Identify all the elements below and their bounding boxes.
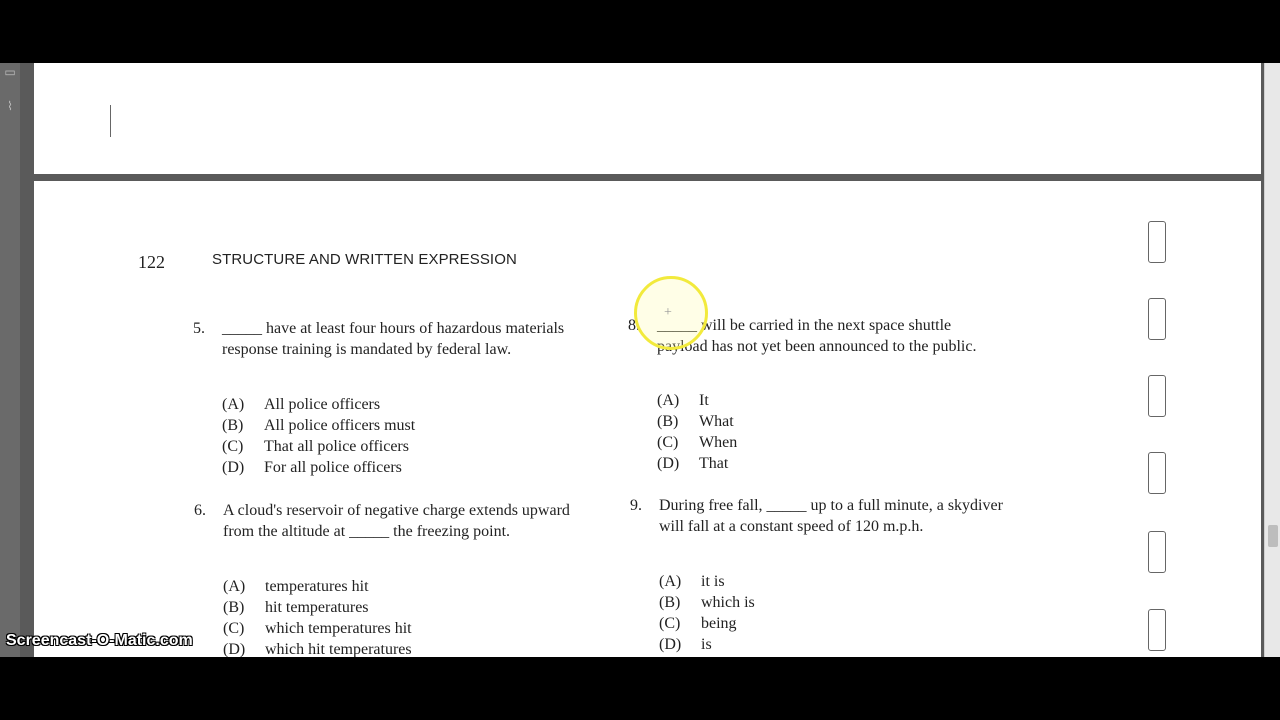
question-stem: A cloud's reservoir of negative charge extends upward from the altitude at _____ the freezing point. xyxy=(223,502,570,540)
pdf-viewer xyxy=(0,63,1280,657)
question-number: 8. xyxy=(628,317,640,334)
question-5 xyxy=(193,318,593,488)
option-a: (A) All police officers xyxy=(222,396,381,413)
page-number: 122 xyxy=(138,252,165,272)
binder-ring-icon xyxy=(1148,375,1166,417)
option-d: (D) For all police officers xyxy=(222,459,402,476)
current-page xyxy=(34,181,1261,657)
binder-ring-icon xyxy=(1148,452,1166,494)
option-c: (C) which temperatures hit xyxy=(223,620,412,637)
binder-ring-icon xyxy=(1148,298,1166,340)
question-9 xyxy=(630,495,1030,657)
question-stem: _____ have at least four hours of hazardous materials response training is mandated by federal law. xyxy=(222,320,565,358)
section-title: STRUCTURE AND WRITTEN EXPRESSION xyxy=(212,251,517,268)
option-b: (B) which is xyxy=(659,594,755,611)
answer-options xyxy=(657,390,737,474)
option-b: (B) What xyxy=(657,413,734,430)
option-a: (A) it is xyxy=(659,573,725,590)
option-c: (C) That all police officers xyxy=(222,438,409,455)
recording-watermark: Screencast-O-Matic.com xyxy=(6,632,193,649)
answer-options xyxy=(222,394,415,478)
option-b: (B) hit temperatures xyxy=(223,599,369,616)
option-d: (D) which hit temperatures xyxy=(223,641,412,657)
left-navigation-rail xyxy=(0,63,20,657)
vertical-scrollbar[interactable] xyxy=(1264,63,1280,657)
question-number: 5. xyxy=(193,320,205,337)
option-c: (C) being xyxy=(659,615,737,632)
answer-options xyxy=(223,576,412,657)
binder-ring-icon xyxy=(1148,221,1166,263)
question-stem: _____ will be carried in the next space shuttle payload has not yet been announced to the public. xyxy=(657,317,977,355)
option-b: (B) All police officers must xyxy=(222,417,416,434)
option-c: (C) When xyxy=(657,434,738,451)
scrollbar-thumb[interactable] xyxy=(1268,525,1278,547)
paperclip-icon[interactable]: ⌇ xyxy=(7,99,13,113)
previous-page xyxy=(34,63,1261,174)
option-a: (A) temperatures hit xyxy=(223,578,369,595)
binder-ring-icon xyxy=(1148,531,1166,573)
answer-options xyxy=(659,571,755,655)
binder-ring-icon xyxy=(1148,609,1166,651)
page-thumbnail-icon[interactable]: ▭ xyxy=(4,65,16,79)
option-a: (A) It xyxy=(657,392,709,409)
page-mark xyxy=(110,105,111,137)
question-number: 9. xyxy=(630,497,642,514)
option-d: (D) That xyxy=(657,455,729,472)
question-6 xyxy=(194,500,594,657)
question-stem: During free fall, _____ up to a full minute, a skydiver will fall at a constant speed of 120 m.p.h. xyxy=(659,497,1003,535)
crosshair-cursor-icon: + xyxy=(664,305,672,320)
option-d: (D) is xyxy=(659,636,712,653)
question-number: 6. xyxy=(194,502,206,519)
